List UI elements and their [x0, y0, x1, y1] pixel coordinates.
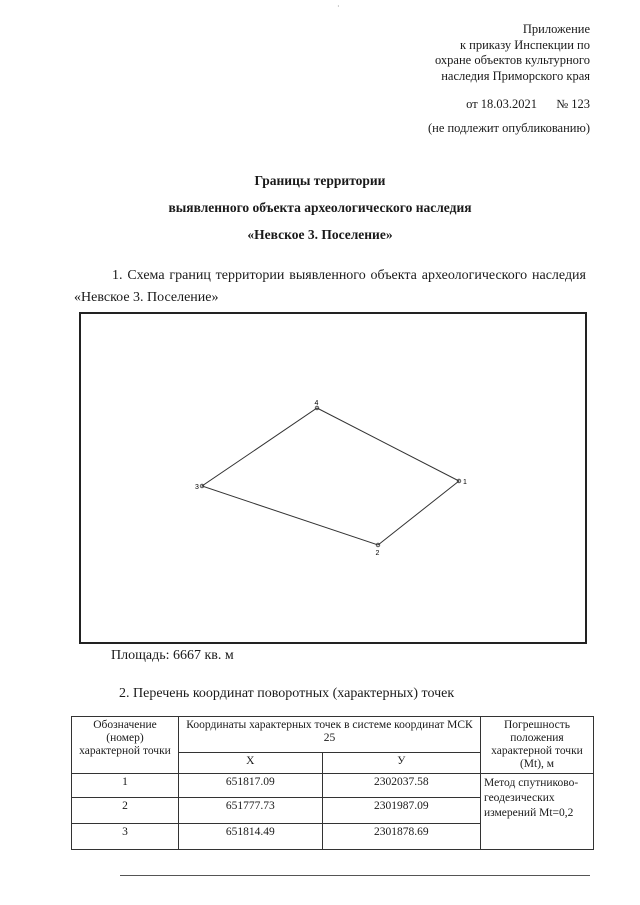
appendix-line: охране объектов культурного	[434, 53, 590, 67]
document-title-line-2: выявленного объекта археологического наследия	[168, 200, 472, 215]
bottom-rule	[120, 875, 590, 876]
order-reference	[466, 97, 590, 112]
section-2-heading: 2. Перечень координат поворотных (характерных) точек	[119, 686, 455, 701]
cell-y: 2301987.09	[322, 798, 480, 824]
scan-speck: ·	[337, 2, 340, 11]
cell-y: 2301878.69	[322, 824, 480, 850]
boundary-polygon	[202, 408, 459, 545]
order-date: от 18.03.2021	[466, 97, 538, 111]
table-header-row	[72, 717, 594, 753]
coordinates-table	[71, 716, 594, 850]
header-y: У	[322, 753, 480, 774]
area-text: Площадь: 6667 кв. м	[111, 648, 234, 663]
cell-method: Метод спутниково-геодезических измерений Mt=0,2	[481, 774, 594, 850]
boundary-scheme	[79, 312, 587, 644]
document-title-line-1: Границы территории	[254, 173, 386, 188]
document-title-line-3: «Невское 3. Поселение»	[247, 227, 393, 242]
cell-x: 651777.73	[179, 798, 323, 824]
vertex-3-label: 3	[195, 484, 199, 491]
table-row	[72, 774, 594, 798]
vertex-1-label: 1	[463, 479, 467, 486]
header-designation: Обозначение (номер) характерной точки	[72, 717, 179, 774]
vertex-3	[195, 484, 204, 491]
vertex-4-label: 4	[314, 400, 319, 407]
section-1-paragraph	[74, 265, 586, 309]
cell-y: 2302037.58	[322, 774, 480, 798]
header-coordinates: Координаты характерных точек в системе координат МСК 25	[179, 717, 481, 753]
appendix-line: Приложение	[522, 22, 590, 36]
section-1-text: 1. Схема границ территории выявленного объекта археологического наследия «Невское 3. Поселение»	[74, 268, 586, 305]
appendix-header	[330, 22, 590, 84]
cell-point-number: 3	[72, 824, 179, 850]
cell-point-number: 2	[72, 798, 179, 824]
order-number: № 123	[556, 97, 590, 111]
boundary-scheme-svg	[81, 314, 585, 642]
header-x: X	[179, 753, 323, 774]
vertex-1	[457, 479, 467, 486]
header-error: Погрешность положения характерной точки (Mt), м	[481, 717, 594, 774]
appendix-line: к приказу Инспекции по	[459, 37, 590, 52]
cell-x: 651817.09	[179, 774, 323, 798]
vertex-2-label: 2	[375, 550, 380, 557]
publication-note: (не подлежит опубликованию)	[427, 121, 590, 135]
cell-x: 651814.49	[179, 824, 323, 850]
cell-point-number: 1	[72, 774, 179, 798]
appendix-line: наследия Приморского края	[441, 68, 590, 83]
